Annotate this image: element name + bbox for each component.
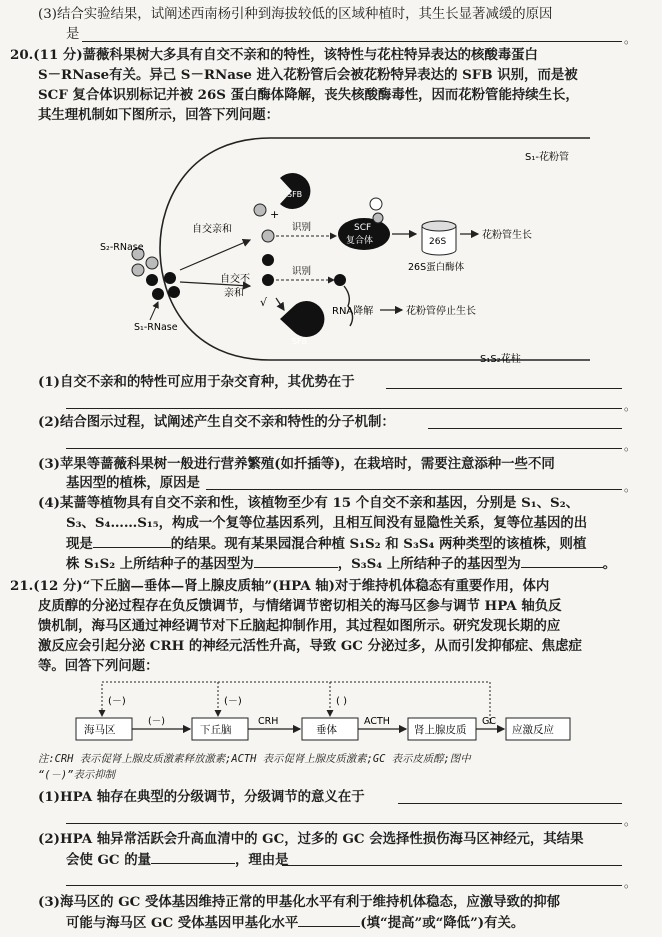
pollen-tube-diagram: [80, 130, 600, 372]
q20-4-line2: S₃、S₄……S₁₅，构成一个复等位基因系列，且相互间没有显隐性关系，复等位基因的出: [66, 515, 588, 531]
svg-text:下丘脑: 下丘脑: [200, 724, 232, 736]
svg-text:海马区: 海马区: [84, 724, 116, 736]
svg-text:肾上腺皮质: 肾上腺皮质: [414, 724, 467, 736]
answer-line: [398, 803, 622, 804]
svg-text:(－): (－): [224, 696, 242, 707]
q20-intro-3: SCF 复合体识别标记并被 26S 蛋白酶体降解，丧失核酸酶毒性，因而花粉管能持续生长，: [38, 87, 579, 103]
answer-line: [206, 489, 622, 490]
q20-4-line4: 株 S₁S₂ 上所结种子的基因型为 ，S₃S₄ 上所结种子的基因型为 。: [66, 556, 617, 572]
q20-intro-4: 其生理机制如下图所示，回答下列问题：: [38, 107, 280, 123]
answer-blank: [254, 554, 338, 568]
hpa-axis-diagram: [70, 676, 600, 750]
rnase-balls: [132, 248, 180, 300]
svg-text:ACTH: ACTH: [364, 716, 390, 727]
answer-line: [66, 408, 622, 409]
answer-blank: [298, 913, 360, 927]
answer-blank: [93, 534, 171, 548]
q21-3-line2: 可能与海马区 GC 受体基因甲基化水平 (填“提高”或“降低”)有关。: [66, 915, 525, 931]
svg-text:26S: 26S: [429, 237, 447, 247]
style-label: S₁S₂花柱: [480, 354, 521, 365]
svg-text:(－): (－): [108, 696, 126, 707]
svg-text:√: √: [260, 296, 268, 309]
svg-text:复合体: 复合体: [346, 236, 374, 246]
period: 。: [624, 32, 637, 46]
proteasome-name: 26S蛋白酶体: [408, 262, 465, 273]
self-incompatible-label-1: 自交不: [220, 274, 250, 285]
answer-line: [82, 41, 622, 42]
recognize-label-2: 识别: [292, 266, 312, 277]
q21-2-line1: (2)HPA 轴异常活跃会升高血清中的 GC，过多的 GC 会选择性损伤海马区神经元，其结果: [38, 831, 584, 847]
q21-intro-3: 馈机制，海马区通过神经调节对下丘脑起抑制作用，其过程如图所示。研究发现长期的应: [38, 618, 561, 634]
q20-intro-1: 20.(11 分)蔷薇科果树大多具有自交不亲和的特性，该特性与花柱特异表达的核酸毒蛋白: [10, 47, 538, 63]
svg-text:+: +: [270, 208, 280, 221]
q20-2: (2)结合图示过程，试阐述产生自交不亲和特性的分子机制：: [38, 414, 395, 430]
q19-3-line2: 是: [66, 27, 80, 42]
answer-line: [66, 448, 622, 449]
period: 。: [624, 399, 637, 413]
period: 。: [624, 439, 637, 453]
q21-intro-4: 激反应会引起分泌 CRH 的神经元活性升高，导致 GC 分泌过多，从而引发抑郁症、焦虑症: [38, 638, 582, 654]
pollen-stop-label: 花粉管停止生长: [406, 306, 476, 317]
svg-text:( ): ( ): [336, 696, 347, 707]
sfb-lower-shape: [280, 301, 324, 337]
pollen-tube-outline: [160, 138, 590, 360]
s1-pollen-tube-label: S₁-花粉管: [525, 152, 569, 163]
answer-blank: [151, 850, 235, 864]
svg-text:(－): (－): [148, 716, 165, 727]
svg-text:CRH: CRH: [258, 716, 279, 727]
q21-note-2: “(－)”表示抑制: [38, 769, 115, 781]
s2-rnase-label: S₂-RNase: [100, 242, 144, 253]
q21-1: (1)HPA 轴存在典型的分级调节，分级调节的意义在于: [38, 789, 365, 805]
answer-line: [66, 823, 622, 824]
self-incompatible-label-2: 亲和: [224, 288, 244, 299]
recognize-label-1: 识别: [292, 222, 312, 233]
answer-line: [428, 428, 622, 429]
q20-3-line2: 基因型的植株，原因是: [66, 475, 200, 491]
q20-4-line3: 现是 的结果。现有某果园混合种植 S₁S₂ 和 S₃S₄ 两种类型的该植株，则植: [66, 536, 587, 552]
s1-rnase-label: S₁-RNase: [134, 322, 178, 333]
svg-text:应激反应: 应激反应: [512, 724, 554, 736]
svg-text:SCF: SCF: [354, 223, 372, 233]
q21-intro-2: 皮质醇的分泌过程存在负反馈调节，与情绪调节密切相关的海马区参与调节 HPA 轴负反: [38, 598, 562, 614]
period: 。: [624, 876, 637, 890]
svg-text:垂体: 垂体: [316, 724, 337, 736]
q19-3-line1: (3)结合实验结果，试阐述西南杨引种到海拔较低的区域种植时，其生长显著减缓的原因: [38, 7, 553, 22]
q21-intro-5: 等。回答下列问题：: [38, 658, 159, 674]
q21-2-line2: 会使 GC 的量 ，理由是: [66, 852, 289, 868]
period: 。: [624, 480, 637, 494]
q20-intro-2: S－RNase有关。异己 S－RNase 进入花粉管后会被花粉特异表达的 SFB 识别，而是被: [38, 67, 578, 83]
rna-degrade-label: RNA降解: [332, 306, 374, 317]
q20-3-line1: (3)苹果等蔷薇科果树一般进行营养繁殖(如扦插等)，在栽培时，需要注意添种一些不同: [38, 456, 555, 472]
svg-text:SFB: SFB: [292, 337, 308, 346]
self-compatible-label: 自交亲和: [192, 224, 232, 235]
svg-text:SFB: SFB: [287, 190, 303, 199]
q20-1: (1)自交不亲和的特性可应用于杂交育种，其优势在于: [38, 374, 355, 390]
svg-text:GC: GC: [482, 716, 496, 727]
q20-4-line1: (4)某蔷等植物具有自交不亲和性，该植物至少有 15 个自交不亲和基因，分别是 S₁、S₂、: [38, 495, 579, 511]
q21-note-1: 注:CRH 表示促肾上腺皮质激素释放激素;ACTH 表示促肾上腺皮质激素;GC 表示皮质醇;图中: [38, 753, 471, 765]
pollen-grow-label: 花粉管生长: [482, 230, 532, 241]
answer-blank: [521, 554, 603, 568]
answer-line: [66, 885, 622, 886]
answer-line: [282, 865, 622, 866]
answer-line: [386, 388, 622, 389]
period: 。: [624, 814, 637, 828]
q21-3-line1: (3)海马区的 GC 受体基因维持正常的甲基化水平有利于维持机体稳态，应激导致的抑郁: [38, 894, 561, 910]
q21-intro-1: 21.(12 分)“下丘脑—垂体—肾上腺皮质轴”(HPA 轴)对于维持机体稳态有重要作用，体内: [10, 578, 550, 594]
